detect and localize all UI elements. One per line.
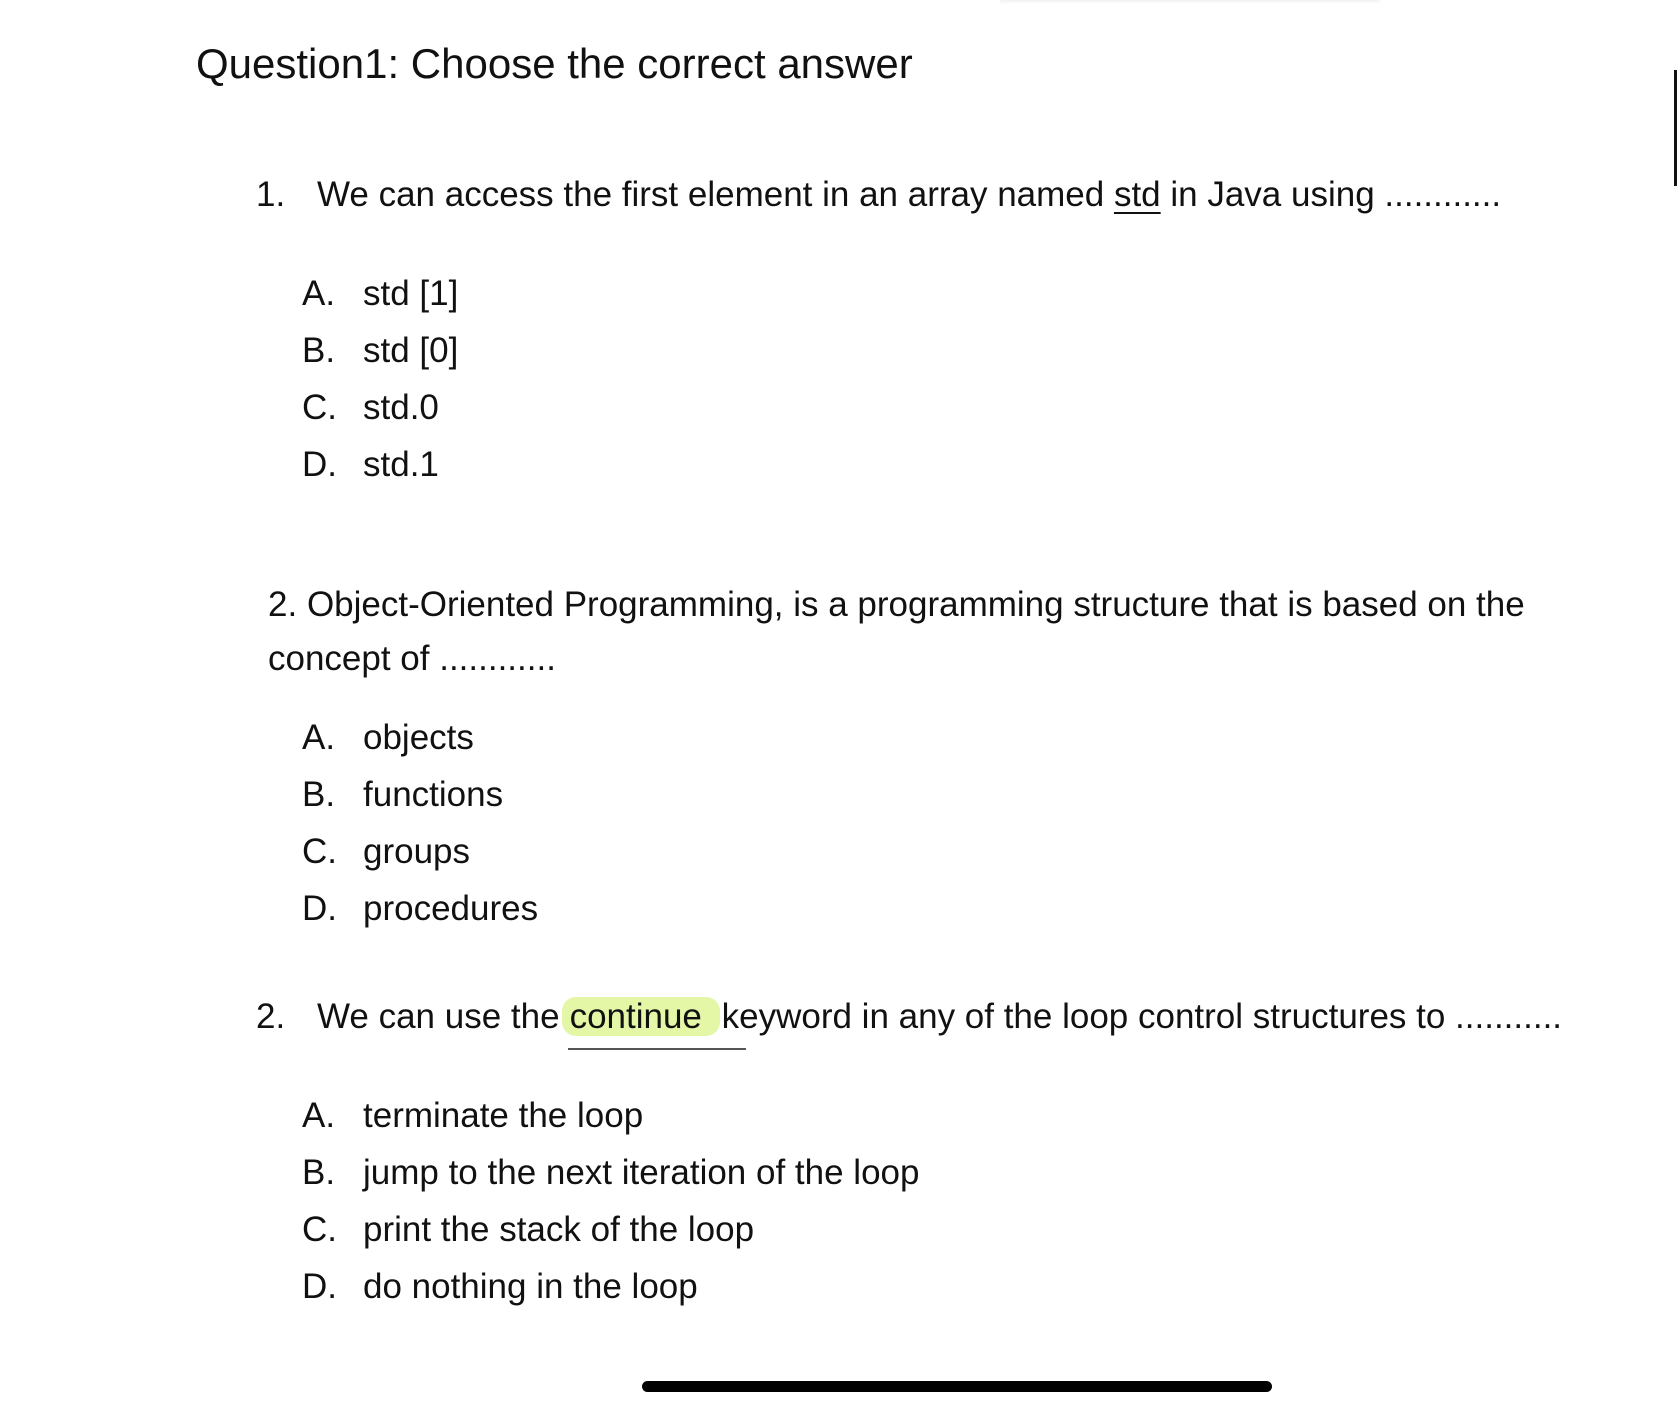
question-number: 1. (256, 175, 286, 214)
top-shadow-decoration (1000, 0, 1380, 4)
option-d[interactable] (302, 1258, 919, 1315)
option-b[interactable] (302, 322, 458, 379)
option-letter: A. (302, 718, 336, 757)
highlight-underline (568, 1048, 746, 1050)
question-number: 2. (268, 585, 298, 624)
question-number: 2. (256, 997, 286, 1036)
question-text-line-1: Object-Oriented Programming, is a programming structure that is based on the (306, 585, 1525, 624)
option-c[interactable] (302, 1201, 919, 1258)
option-text: groups (363, 832, 471, 871)
question-3 (256, 990, 1562, 1044)
question-text-line-2: concept of ............ (268, 639, 556, 678)
question-text-part: in Java using ............ (1160, 175, 1502, 214)
highlighted-keyword: continue (562, 997, 720, 1036)
option-a[interactable] (302, 265, 458, 322)
option-letter: B. (302, 1153, 336, 1192)
option-text: objects (363, 718, 474, 757)
option-d[interactable] (302, 436, 458, 493)
option-text: procedures (363, 889, 539, 928)
option-letter: D. (302, 889, 337, 928)
option-text: terminate the loop (363, 1096, 644, 1135)
option-letter: C. (302, 388, 337, 427)
option-text: std.0 (363, 388, 439, 427)
option-letter: A. (302, 274, 336, 313)
question-text-part: We can access the first element in an array named (317, 175, 1114, 214)
option-c[interactable] (302, 379, 458, 436)
option-letter: D. (302, 1267, 337, 1306)
option-a[interactable] (302, 1087, 919, 1144)
option-text: jump to the next iteration of the loop (363, 1153, 920, 1192)
page-title: Question1: Choose the correct answer (196, 40, 913, 88)
option-text: print the stack of the loop (363, 1210, 755, 1249)
option-letter: C. (302, 832, 337, 871)
option-text: std.1 (363, 445, 439, 484)
option-letter: B. (302, 775, 336, 814)
option-c[interactable] (302, 823, 538, 880)
option-text: std [1] (363, 274, 459, 313)
option-b[interactable] (302, 1144, 919, 1201)
question-2-options (302, 709, 538, 937)
option-b[interactable] (302, 766, 538, 823)
option-a[interactable] (302, 709, 538, 766)
option-letter: C. (302, 1210, 337, 1249)
underlined-term: std (1113, 175, 1161, 214)
question-1-options (302, 265, 458, 493)
question-1 (256, 168, 1501, 222)
option-letter: B. (302, 331, 336, 370)
option-text: std [0] (363, 331, 459, 370)
option-text: functions (363, 775, 504, 814)
option-letter: A. (302, 1096, 336, 1135)
option-letter: D. (302, 445, 337, 484)
option-d[interactable] (302, 880, 538, 937)
question-text-part: We can use the (317, 997, 560, 1036)
option-text: do nothing in the loop (363, 1267, 698, 1306)
question-3-options (302, 1087, 919, 1315)
question-text-part: keyword in any of the loop control structures to ........... (721, 997, 1563, 1036)
question-2 (268, 578, 1525, 686)
home-indicator-bar[interactable] (642, 1381, 1272, 1392)
